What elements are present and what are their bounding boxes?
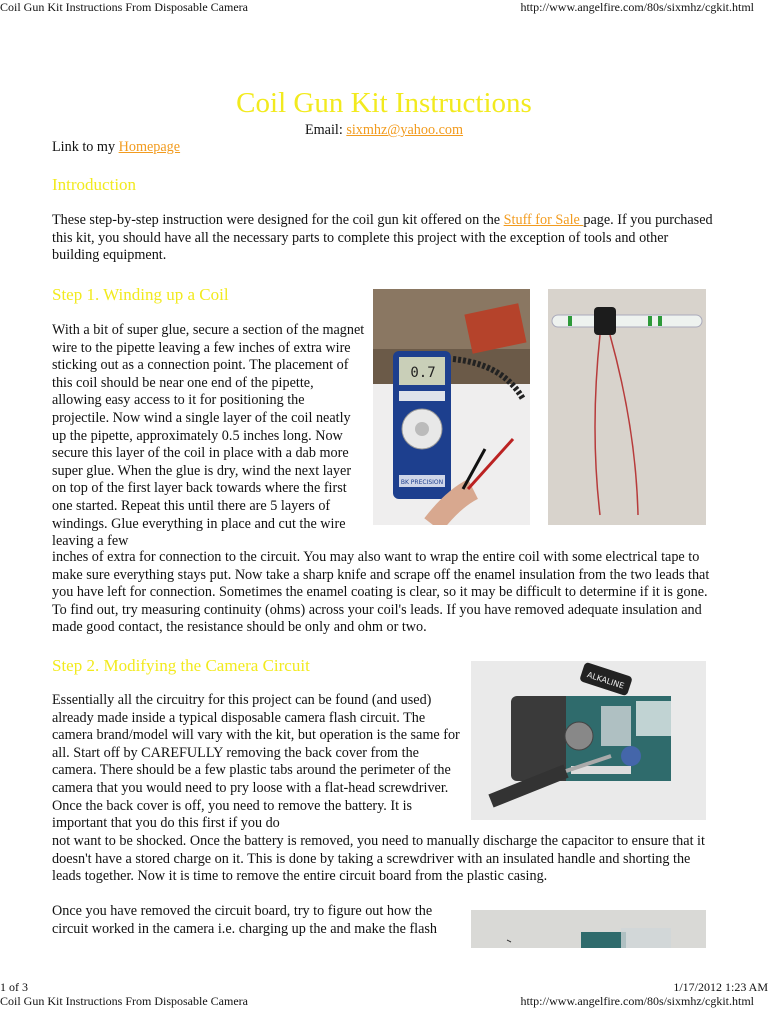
stuff-for-sale-link[interactable]: Stuff for Sale — [503, 212, 584, 228]
step2-heading: Step 2. Modifying the Camera Circuit — [52, 656, 310, 675]
intro-text-after: page. If you purchased this kit, you should have all the necessary parts to complete this project with the exception of tools and other building equipment. — [52, 212, 713, 264]
print-header-url: http://www.angelfire.com/80s/sixmhz/cgkit.html — [520, 0, 754, 14]
print-footer-url: http://www.angelfire.com/80s/sixmhz/cgkit.html — [520, 994, 754, 1008]
print-footer-datetime: 1/17/2012 1:23 AM — [673, 980, 768, 994]
page-title: Coil Gun Kit Instructions — [236, 87, 532, 120]
step1-heading: Step 1. Winding up a Coil — [52, 285, 229, 304]
multimeter-photo — [373, 289, 530, 525]
email-label: Email: — [304, 122, 347, 138]
step1-paragraph-top: With a bit of super glue, secure a section of the magnet wire to the pipette leaving a few inches of extra wire sticking out as a connection point. The placement of this coil should be near one end of the pipette, allowing easy access to it for positioning the projectile. Now wind a single layer of the coil neatly up the pipette, approximately 0.5 inches long. Now secure this layer of the coil in place with a dab more super glue. When the glue is dry, wind the next layer on top of the first layer back towards where the first one started. Repeat this until there are 5 layers of windings. Glue everything in place and cut the wire leaving a few — [52, 322, 365, 550]
coil-photo — [548, 289, 706, 525]
print-footer-page: 1 of 3 — [0, 980, 28, 994]
print-footer-title: Coil Gun Kit Instructions From Disposable Camera — [0, 994, 248, 1008]
circuit-board-photo — [471, 910, 706, 948]
camera-photo — [471, 661, 706, 820]
intro-paragraph — [52, 212, 718, 265]
email-line — [0, 122, 768, 140]
homepage-link[interactable]: Homepage — [118, 139, 181, 155]
intro-heading: Introduction — [52, 175, 137, 194]
homepage-line — [52, 139, 180, 157]
intro-text-before: These step-by-step instruction were designed for the coil gun kit offered on the — [52, 212, 504, 228]
meter-brand-label: BK PRECISION — [400, 479, 444, 486]
email-link[interactable]: sixmhz@yahoo.com — [346, 122, 464, 138]
step1-paragraph-bottom: inches of extra for connection to the circuit. You may also want to wrap the entire coil with some electrical tape to make sure everything stays put. Now take a sharp knife and scrape off the enamel insulation from the two leads that you have left for connection. Sometimes the enamel coating is clear, so it may be difficult to determine if it is gone. To find out, try measuring continuity (ohms) across your coil's leads. If you have removed adequate insulation and made good contact, the resistance should be only and ohm or two. — [52, 549, 710, 636]
battery-label: ALKALINE — [585, 670, 626, 691]
meter-display: 0.7 — [410, 365, 436, 381]
print-header-title: Coil Gun Kit Instructions From Disposable Camera — [0, 0, 248, 14]
step2-paragraph-top: Essentially all the circuitry for this project can be found (and used) already made inside a typical disposable camera flash circuit. The camera brand/model will vary with the kit, but operation is the same for all. Start off by CAREFULLY removing the back cover from the camera. There should be a few plastic tabs around the perimeter of the camera that you would need to pry loose with a flat-head screwdriver. Once the back cover is off, you need to remove the battery. It is important that you do this first if you do — [52, 692, 460, 832]
homepage-label: Link to my — [52, 139, 119, 155]
step2-paragraph-continued: Once you have removed the circuit board, try to figure out how the circuit worked in the camera i.e. charging up the and make the flash — [52, 903, 438, 937]
step2-paragraph-bottom: not want to be shocked. Once the battery is removed, you need to manually discharge the capacitor to ensure that it doesn't have a stored charge on it. This is done by taking a screwdriver with an insulated handle and shorting the leads together. Now it is time to remove the entire circuit board from the plastic casing. — [52, 833, 705, 885]
